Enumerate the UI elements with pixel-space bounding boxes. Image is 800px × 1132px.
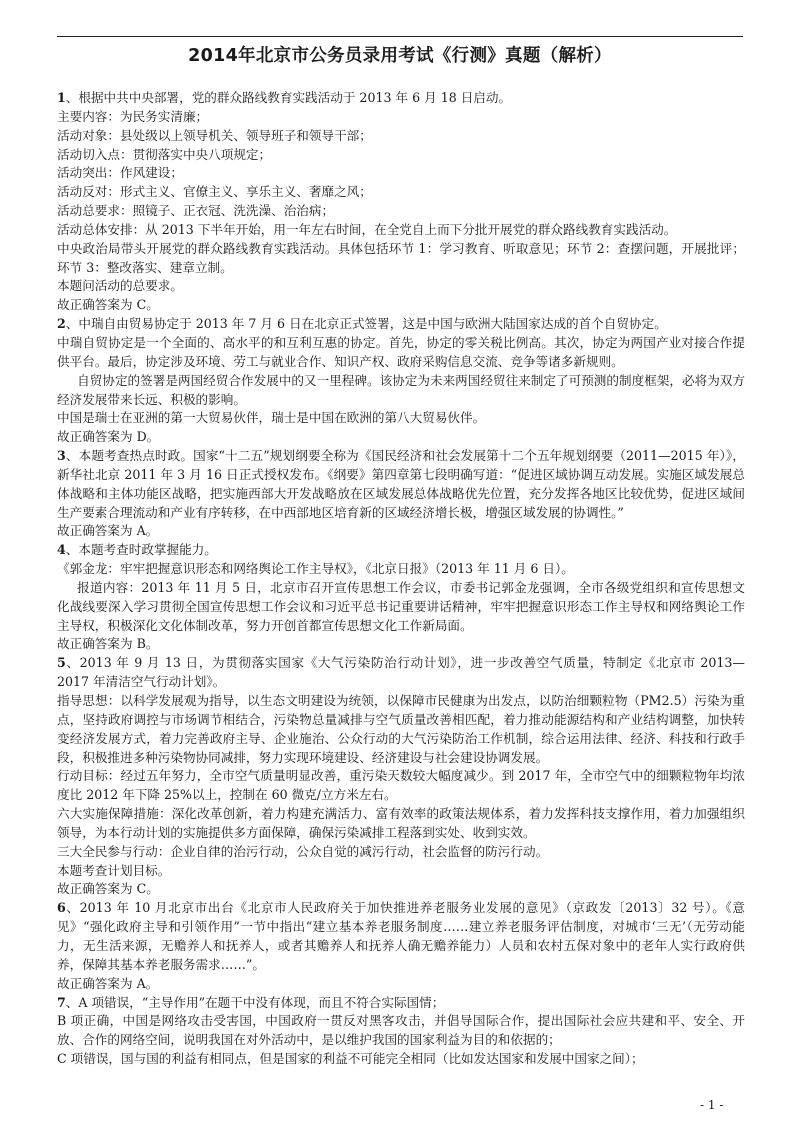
question-number: 6 <box>57 900 66 916</box>
question-paragraph <box>57 447 745 522</box>
document-body <box>57 89 745 1069</box>
text-paragraph <box>57 767 745 805</box>
paragraph-text: 活动切入点：贯彻落实中央八项规定； <box>57 146 272 162</box>
paragraph-text: 故正确答案为 D。 <box>57 429 160 445</box>
text-paragraph <box>57 221 745 240</box>
text-paragraph <box>57 183 745 202</box>
text-paragraph <box>57 579 745 636</box>
question-paragraph <box>57 899 745 974</box>
paragraph-text: 、本题考查热点时政。国家“十二五”规划纲要全称为《国民经济和社会发展第十二个五年规划纲要（2011—2015 年）》，新华社北京 2011 年 3 月 16 日正式授权发布。《纲要》第四章第七段明确写道：“促进区域协调互动发展。实施区域发展总体战略和主体功能区战略，把实施西部大开发战略放在区域发展总体战略优先位置，充分发挥各地区比较优势，促进区域间生产要素合理流动和产业有序转移，在中西部地区培育新的区域经济增长极，增强区域发展的协调性。” <box>57 448 745 520</box>
paragraph-text: 本题考查计划目标。 <box>57 862 171 878</box>
text-paragraph <box>57 1050 745 1069</box>
text-paragraph <box>57 127 745 146</box>
text-paragraph <box>57 334 745 372</box>
paragraph-text: 、A 项错误，“主导作用”在题干中没有体现，而且不符合实际国情； <box>65 994 445 1010</box>
paragraph-text: 行动目标：经过五年努力，全市空气质量明显改善，重污染天数较大幅度减少。到 2017 年，全市空气中的细颗粒物年均浓度比 2012 年下降 25%以上，控制在 60 微克/立方米左右。 <box>57 768 745 803</box>
question-number: 2 <box>57 316 66 332</box>
paragraph-text: 报道内容：2013 年 11 月 5 日，北京市召开宣传思想工作会议，市委书记郭金龙强调，全市各级党组织和宣传思想文化战线要深入学习贯彻全国宣传思想工作会议和习近平总书记重要讲话精神，牢牢把握意识形态工作主导权和网络舆论工作主导权，积极深化文化体制改革，努力开创首都宣传思想文化工作新局面。 <box>57 579 745 633</box>
paragraph-text: 三大全民参与行动：企业自律的治污行动，公众自觉的减污行动，社会监督的防污行动。 <box>57 843 549 859</box>
text-paragraph <box>57 372 745 410</box>
text-paragraph <box>57 975 745 994</box>
text-paragraph <box>57 692 745 767</box>
paragraph-text: 中央政治局带头开展党的群众路线教育实践活动。具体包括环节 1：学习教育、听取意见；环节 2：查摆问题，开展批评；环节 3：整改落实、建章立制。 <box>57 240 745 275</box>
paragraph-text: 主要内容：为民务实清廉； <box>57 108 209 124</box>
paragraph-text: C 项错误，国与国的利益有相同点，但是国家的利益不可能完全相同（比如发达国家和发展中国家之间）； <box>57 1051 644 1067</box>
text-paragraph <box>57 880 745 899</box>
text-paragraph <box>57 862 745 881</box>
text-paragraph <box>57 409 745 428</box>
question-paragraph <box>57 654 745 692</box>
paragraph-text: 故正确答案为 A。 <box>57 975 159 991</box>
paragraph-text: 指导思想：以科学发展观为指导，以生态文明建设为统领，以保障市民健康为出发点，以防治细颗粒物（PM2.5）污染为重点，坚持政府调控与市场调节相结合，污染物总量减排与空气质量改善相匹配，着力推动能源结构和产业结构调整，加快转变经济发展方式，着力完善政府主导、企业施治、公众行动的大气污染防治工作机制，综合运用法律、经济、科技和行政手段，积极推进多种污染物协同减排，努力实现环境建设、经济建设与社会建设协调发展。 <box>57 693 745 765</box>
text-paragraph <box>57 635 745 654</box>
paragraph-text: 、本题考查时政掌握能力。 <box>65 542 217 558</box>
paragraph-text: 《郭金龙：牢牢把握意识形态和网络舆论工作主导权》，《北京日报》（2013 年 11 月 6 日）。 <box>57 561 574 577</box>
text-paragraph <box>57 146 745 165</box>
text-paragraph <box>57 296 745 315</box>
text-paragraph <box>57 522 745 541</box>
question-number: 4 <box>57 542 66 558</box>
text-paragraph <box>57 805 745 843</box>
paragraph-text: B 项正确，中国是网络攻击受害国，中国政府一贯反对黑客攻击，并倡导国际合作，提出国际社会应共建和平、安全、开放、合作的网络空间，说明我国在对外活动中，是以维护我国的国家利益为目的和依据的； <box>57 1013 745 1048</box>
paragraph-text: 本题问活动的总要求。 <box>57 278 183 294</box>
question-number: 1 <box>57 90 66 105</box>
text-paragraph <box>57 560 745 579</box>
paragraph-text: 活动总要求：照镜子、正衣冠、洗洗澡、治治病； <box>57 203 335 219</box>
text-paragraph <box>57 240 745 278</box>
paragraph-text: 故正确答案为 C。 <box>57 881 159 897</box>
paragraph-text: 中瑞自贸协定是一个全面的、高水平的和互利互惠的协定。首先，协定的零关税比例高。其次，协定为两国产业对接合作提供平台。最后，协定涉及环境、劳工与就业合作、知识产权、政府采购信息交流、竞争等诸多新规则。 <box>57 334 745 369</box>
paragraph-text: 活动总体安排：从 2013 下半年开始，用一年左右时间，在全党自上而下分批开展党的群众路线教育实践活动。 <box>57 221 677 237</box>
text-paragraph <box>57 277 745 296</box>
paragraph-text: 、2013 年 10 月北京市出台《北京市人民政府关于加快推进养老服务业发展的意见》（京政发〔2013〕32 号）。《意见》“强化政府主导和引领作用”一节中指出“建立基本养老服务制度……建立养老服务评估制度，对城市‘三无’（无劳动能力，无生活来源，无赡养人和抚养人，或者其赡养人和抚养人确无赡养能力）人员和农村五保对象中的老年人实行政府供养，保障其基本养老服务需求……”。 <box>57 900 745 972</box>
page-number: - 1 - <box>700 1098 724 1112</box>
question-paragraph <box>57 315 745 334</box>
paragraph-text: 自贸协定的签署是两国经贸合作发展中的又一里程碑。该协定为未来两国经贸往来制定了可预测的制度框架，必将为双方经济发展带来长远、积极的影响。 <box>57 372 745 407</box>
question-paragraph <box>57 89 745 108</box>
question-number: 7 <box>57 994 66 1010</box>
paragraph-text: 故正确答案为 C。 <box>57 297 159 313</box>
question-paragraph <box>57 994 745 1013</box>
text-paragraph <box>57 428 745 447</box>
paragraph-text: 六大实施保障措施：深化改革创新，着力构建充满活力、富有效率的政策法规体系，着力发挥科技支撑作用，着力加强组织领导，为本行动计划的实施提供多方面保障，确保污染减排工程落到实处、收到实效。 <box>57 806 745 840</box>
page-title: 2014年北京市公务员录用考试《行测》真题（解析） <box>188 46 612 66</box>
question-number: 5 <box>57 655 66 671</box>
paragraph-text: 活动反对：形式主义、官僚主义、享乐主义、奢靡之风； <box>57 184 372 200</box>
text-paragraph <box>57 843 745 862</box>
paragraph-text: 故正确答案为 A。 <box>57 523 159 539</box>
text-paragraph <box>57 1012 745 1050</box>
paragraph-text: 、2013 年 9 月 13 日，为贯彻落实国家《大气污染防治行动计划》，进一步改善空气质量，特制定《北京市 2013—2017 年清洁空气行动计划》。 <box>57 655 745 690</box>
paragraph-text: 、中瑞自由贸易协定于 2013 年 7 月 6 日在北京正式签署，这是中国与欧洲大陆国家达成的首个自贸协定。 <box>65 316 667 332</box>
paragraph-text: 故正确答案为 B。 <box>57 636 159 652</box>
paragraph-text: 中国是瑞士在亚洲的第一大贸易伙伴，瑞士是中国在欧洲的第八大贸易伙伴。 <box>57 410 486 426</box>
paragraph-text: 活动突出：作风建设； <box>57 165 183 181</box>
question-number: 3 <box>57 448 66 464</box>
header-rule <box>57 36 743 37</box>
paragraph-text: 活动对象：县处级以上领导机关、领导班子和领导干部； <box>57 127 372 143</box>
paragraph-text: 、根据中共中央部署，党的群众路线教育实践活动于 2013 年 6 月 18 日启动。 <box>65 90 512 105</box>
text-paragraph <box>57 164 745 183</box>
text-paragraph <box>57 202 745 221</box>
question-paragraph <box>57 541 745 560</box>
text-paragraph <box>57 108 745 127</box>
